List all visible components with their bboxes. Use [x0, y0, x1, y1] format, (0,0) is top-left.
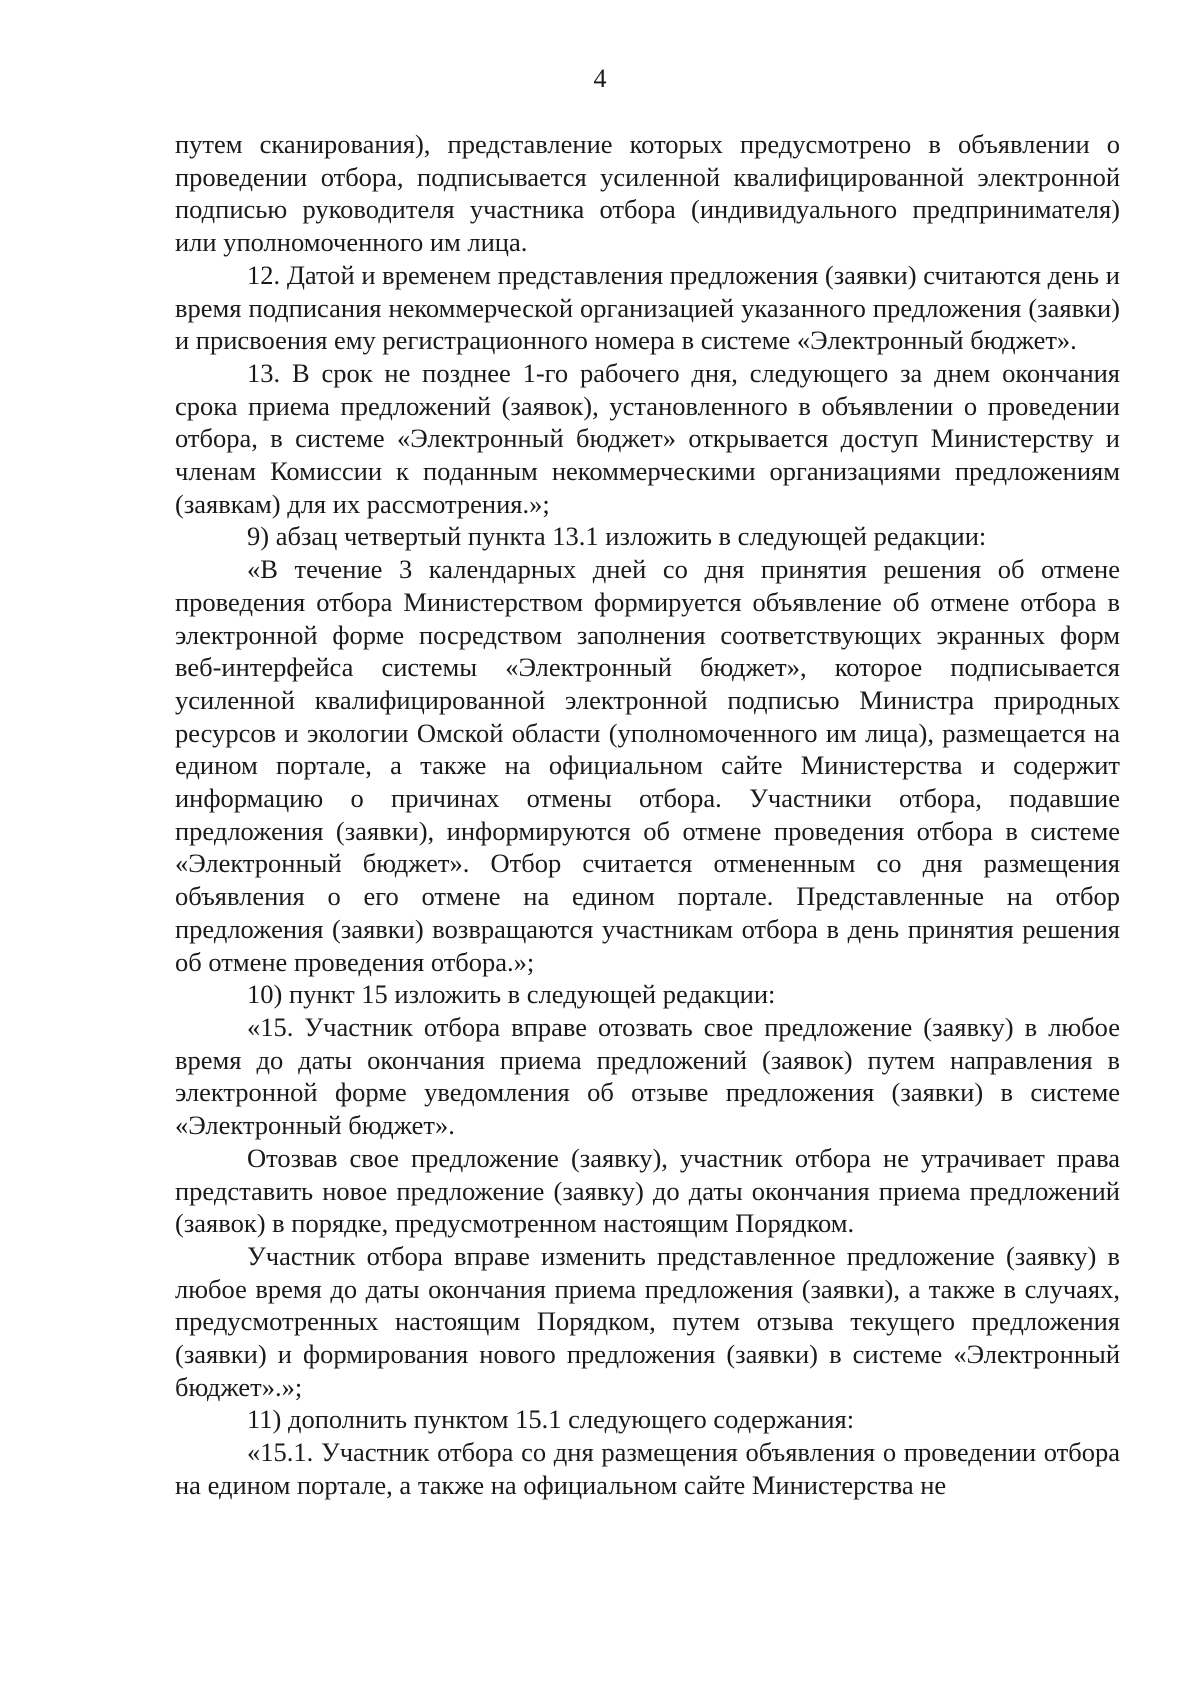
paragraph-item-13: 13. В срок не позднее 1-го рабочего дня, следующего за днем окончания срока приема предложений (заявок), установленного в объявлении о проведении отбора, в системе «Электронный бюджет» открывается доступ Министерству и членам Комиссии к поданным некоммерческими организациями предложениям (заявкам) для их рассмотрения.»;: [175, 357, 1120, 519]
paragraph-item-15-1: «15.1. Участник отбора со дня размещения объявления о проведении отбора на едином портале, а также на официальном сайте Министерства не: [175, 1437, 1120, 1500]
paragraph-amendment-9-text: «В течение 3 календарных дней со дня принятия решения об отмене проведения отбора Министерством формируется объявление об отмене отбора в электронной форме посредством заполнения соответствующих экранных форм веб-интерфейса системы «Электронный бюджет», которое подписывается усиленной квалифицированной электронной подписью Министра природных ресурсов и экологии Омской области (уполномоченного им лица), размещается на едином портале, а также на официальном сайте Министерства и содержит информацию о причинах отмены отбора. Участники отбора, подавшие предложения (заявки), информируются об отмене проведения отбора в системе «Электронный бюджет». Отбор считается отмененным со дня размещения объявления о его отмене на едином портале. Представленные на отбор предложения (заявки) возвращаются участникам отбора в день принятия решения об отмене проведения отбора.»;: [175, 554, 1120, 977]
document-body: [175, 128, 1120, 1502]
page-number: 4: [593, 64, 607, 93]
paragraph-amendment-10: 10) пункт 15 изложить в следующей редакции:: [247, 979, 776, 1010]
paragraph-item-15-second: Отозвав свое предложение (заявку), участник отбора не утрачивает права представить новое предложение (заявку) до даты окончания приема предложений (заявок) в порядке, предусмотренном настоящим Порядком.: [175, 1142, 1120, 1239]
paragraph-amendment-11: 11) дополнить пунктом 15.1 следующего содержания:: [247, 1404, 855, 1435]
paragraph-continuation: путем сканирования), представление которых предусмотрено в объявлении о проведении отбора, подписывается усиленной квалифицированной электронной подписью руководителя участника отбора (индивидуального предпринимателя) или уполномоченного им лица.: [175, 129, 1120, 258]
paragraph-item-15: «15. Участник отбора вправе отозвать свое предложение (заявку) в любое время до даты окончания приема предложений (заявок) путем направления в электронной форме уведомления об отзыве предложения (заявки) в системе «Электронный бюджет».: [175, 1011, 1120, 1141]
paragraph-amendment-9: 9) абзац четвертый пункта 13.1 изложить в следующей редакции:: [247, 521, 987, 552]
paragraph-item-15-third: Участник отбора вправе изменить представленное предложение (заявку) в любое время до даты окончания приема предложения (заявки), а также в случаях, предусмотренных настоящим Порядком, путем отзыва текущего предложения (заявки) и формирования нового предложения (заявки) в системе «Электронный бюджет».»;: [175, 1240, 1120, 1402]
paragraph-item-12: 12. Датой и временем представления предложения (заявки) считаются день и время подписания некоммерческой организацией указанного предложения (заявки) и присвоения ему регистрационного номера в системе «Электронный бюджет».: [175, 259, 1120, 356]
